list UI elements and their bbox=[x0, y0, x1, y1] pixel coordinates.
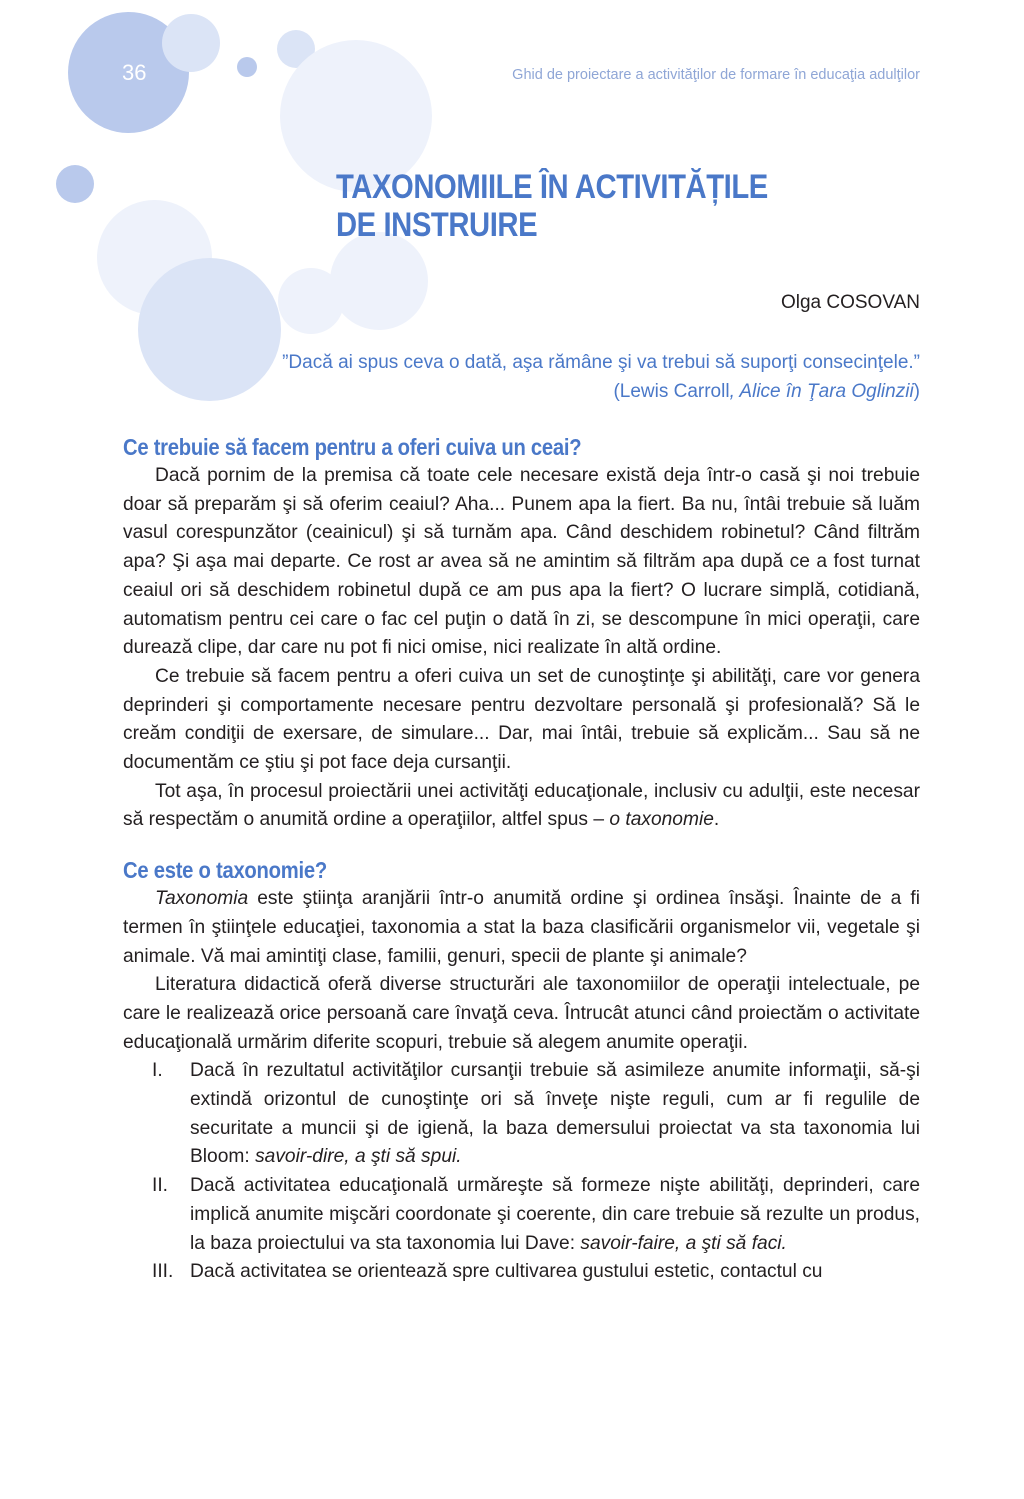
chapter-title-line: TAXONOMIILE ÎN ACTIVITĂȚILE bbox=[336, 168, 768, 206]
paragraph-text: Tot aşa, în procesul proiectării unei activităţi educaţionale, inclusiv cu adulţii, este necesar să respectăm o anumită ordine a operaţiilor, altfel spus – bbox=[123, 780, 920, 831]
emphasis-text: savoir-dire, a şti să spui. bbox=[255, 1146, 462, 1168]
paragraph: Literatura didactică oferă diverse structurări ale taxonomiilor de operaţii intelectuale, pe care le realizează orice persoană care învaţă ceva. Întrucât atunci când proiectăm o activitate educaţională urmărim diferite scopuri, trebuie să alegem anumite operaţii. bbox=[123, 974, 920, 1053]
list-item bbox=[123, 1172, 920, 1258]
running-header: Ghid de proiectare a activităţilor de formare în educaţia adulţilor bbox=[512, 67, 920, 83]
emphasis-text: savoir-faire, a şti să faci. bbox=[580, 1232, 787, 1254]
chapter-title bbox=[336, 168, 768, 244]
paragraph-text: . bbox=[713, 809, 720, 831]
section-heading: Ce trebuie să facem pentru a oferi cuiva un ceai? bbox=[123, 434, 582, 460]
paragraph: Dacă pornim de la premisa că toate cele necesare există deja într-o casă şi noi trebuie doar să preparăm şi să oferim ceaiul? Aha... Punem apa la fiert. Ba nu, întâi trebuie să luăm vasul corespunzător (ceainicul) şi să turnăm apa. Când deschidem robinetul? Când filtrăm apa? Şi aşa mai departe. Ce rost ar avea să ne amintim să filtrăm apa după ce a fost turnat ceaiul ori să deschidem robinetul după ce am pus apa la fiert? O lucrare simplă, cotidiană, automatism pentru cei care o fac cel puţin o dată în zi, se descompune în mici operaţii, care durează clipe, dar care nu pot fi nici omise, nici realizate în altă ordine. bbox=[123, 465, 920, 659]
list-item bbox=[123, 1057, 920, 1172]
epigraph-close: ) bbox=[913, 381, 920, 402]
list-text: Dacă activitatea se orientează spre cultivarea gustului estetic, contactul cu bbox=[190, 1261, 823, 1283]
decorative-bubble bbox=[56, 165, 94, 203]
decorative-bubble bbox=[138, 258, 281, 401]
author-name: Olga COSOVAN bbox=[780, 292, 920, 313]
decorative-bubble bbox=[162, 14, 220, 72]
epigraph-author: (Lewis Carroll bbox=[613, 381, 730, 402]
list-text: Dacă în rezultatul activităţilor cursanţii trebuie să asimileze anumite informaţii, să-şi extindă orizontul de cunoştinţe ori să înveţe nişte reguli, cum ar fi regulile de securitate a muncii şi de igienă, la baza demersului proiectat va sta taxonomia lui Bloom: bbox=[190, 1060, 920, 1168]
decorative-bubble bbox=[237, 57, 257, 77]
list-number: III. bbox=[152, 1261, 174, 1283]
paragraph bbox=[123, 885, 920, 971]
epigraph-book-title: , Alice în Ţara Oglinzii bbox=[729, 381, 914, 402]
emphasis-text: o taxonomie bbox=[609, 809, 714, 831]
list-item bbox=[123, 1258, 920, 1287]
paragraph: Ce trebuie să facem pentru a oferi cuiva un set de cunoştinţe şi abilităţi, care vor genera deprinderi şi comportamente necesare pentru dezvoltare personală şi profesională? Să le creăm condiţii de exersare, de simulare... Dar, mai întâi, trebuie să explicăm... Sau să ne documentăm ce ştiu şi pot face deja cursanţii. bbox=[123, 665, 920, 774]
list-text: Dacă activitatea educaţională urmăreşte să formeze nişte abilităţi, deprinderi, care implică anumite mişcări coordonate şi coerente, din care trebuie să rezulte un produs, la baza proiectului va sta taxonomia lui Dave: bbox=[190, 1175, 920, 1254]
body-content bbox=[123, 432, 920, 1287]
paragraph bbox=[123, 778, 920, 835]
chapter-title-line: DE INSTRUIRE bbox=[336, 206, 538, 244]
page-number: 36 bbox=[122, 60, 147, 85]
list-number: I. bbox=[152, 1060, 163, 1082]
emphasis-text: Taxonomia bbox=[155, 888, 249, 910]
section-heading: Ce este o taxonomie? bbox=[123, 857, 327, 884]
epigraph-quote: ”Dacă ai spus ceva o dată, aşa rămâne şi va trebui să suporţi consecinţele.” bbox=[282, 352, 920, 373]
decorative-bubble bbox=[330, 232, 428, 330]
epigraph-source bbox=[282, 377, 920, 406]
paragraph-text: este ştiinţa aranjării într-o anumită ordine şi ordinea însăşi. Înainte de a fi termen în ştiinţele educaţiei, taxonomia a stat la baza clasificării organismelor vii, vegetale şi animale. Vă mai amintiţi clase, familii, genuri, specii de plante şi animale? bbox=[123, 888, 920, 967]
list-number: II. bbox=[152, 1175, 168, 1197]
epigraph bbox=[282, 348, 920, 406]
